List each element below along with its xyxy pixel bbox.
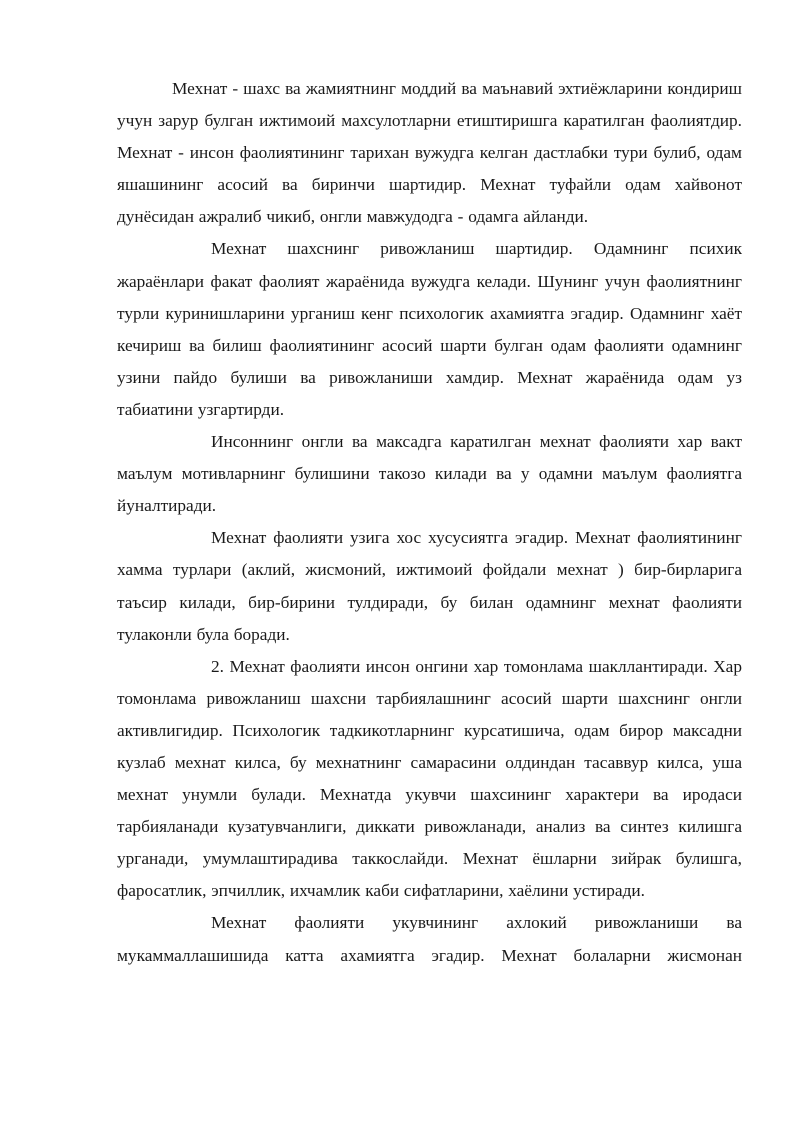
document-body xyxy=(117,73,742,972)
paragraph-6: Мехнат фаолияти укувчининг ахлокий ривожланиши ва мукаммаллашишида катта ахамиятга эгадир. Мехнат болаларни жисмонан xyxy=(117,913,742,965)
paragraph-2: Мехнат шахснинг ривожланиш шартидир. Одамнинг психик жараёнлари факат фаолият жараёнида вужудга келади. Шунинг учун фаолиятнинг турли куринишларини урганиш кенг психологик ахамиятга эгадир. Одамнинг хаёт кечириш ва билиш фаолиятининг асосий шарти булган одам фаолияти одамнинг узини пайдо булиши ва ривожланиши хамдир. Мехнат жараёнида одам уз табиатини узгартирди. xyxy=(117,239,742,419)
paragraph-4: Мехнат фаолияти узига хос хусусиятга эгадир. Мехнат фаолиятининг хамма турлари (аклий, жисмоний, ижтимоий фойдали мехнат ) бир-бирларига таъсир килади, бир-бирини тулдиради, бу билан одамнинг мехнат фаолияти тулаконли була боради. xyxy=(117,528,742,644)
paragraph-1: Мехнат - шахс ва жамиятнинг моддий ва маънавий эхтиёжларини кондириш учун зарур булган ижтимоий махсулотларни етиштиришга каратилган фаолиятдир. Мехнат - инсон фаолиятининг тарихан вужудга келган дастлабки тури булиб, одам яшашининг асосий ва биринчи шартидир. Мехнат туфайли одам хайвонот дунёсидан ажралиб чикиб, онгли мавжудодга - одамга айланди. xyxy=(117,79,742,227)
paragraph-5: 2. Мехнат фаолияти инсон онгини хар томонлама шакллантиради. Хар томонлама ривожланиш шахсни тарбиялашнинг асосий шарти шахснинг онгли активлигидир. Психологик тадкикотларнинг курсатишича, одам бирор максадни кузлаб мехнат килса, бу мехнатнинг самарасини олдиндан тасаввур килса, уша мехнат унумли булади. Мехнатда укувчи шахсининг характери ва иродаси тарбияланади кузатувчанлиги, диккати ривожланади, анализ ва синтез килишга урганади, умумлаштирадива таккослайди. Мехнат ёшларни зийрак булишга, фаросатлик, эпчиллик, ихчамлик каби сифатларини, хаёлини устиради. xyxy=(117,656,742,901)
paragraph-3: Инсоннинг онгли ва максадга каратилган мехнат фаолияти хар вакт маълум мотивларнинг булишини такозо килади ва у одамни маълум фаолиятга йуналтиради. xyxy=(117,432,742,516)
